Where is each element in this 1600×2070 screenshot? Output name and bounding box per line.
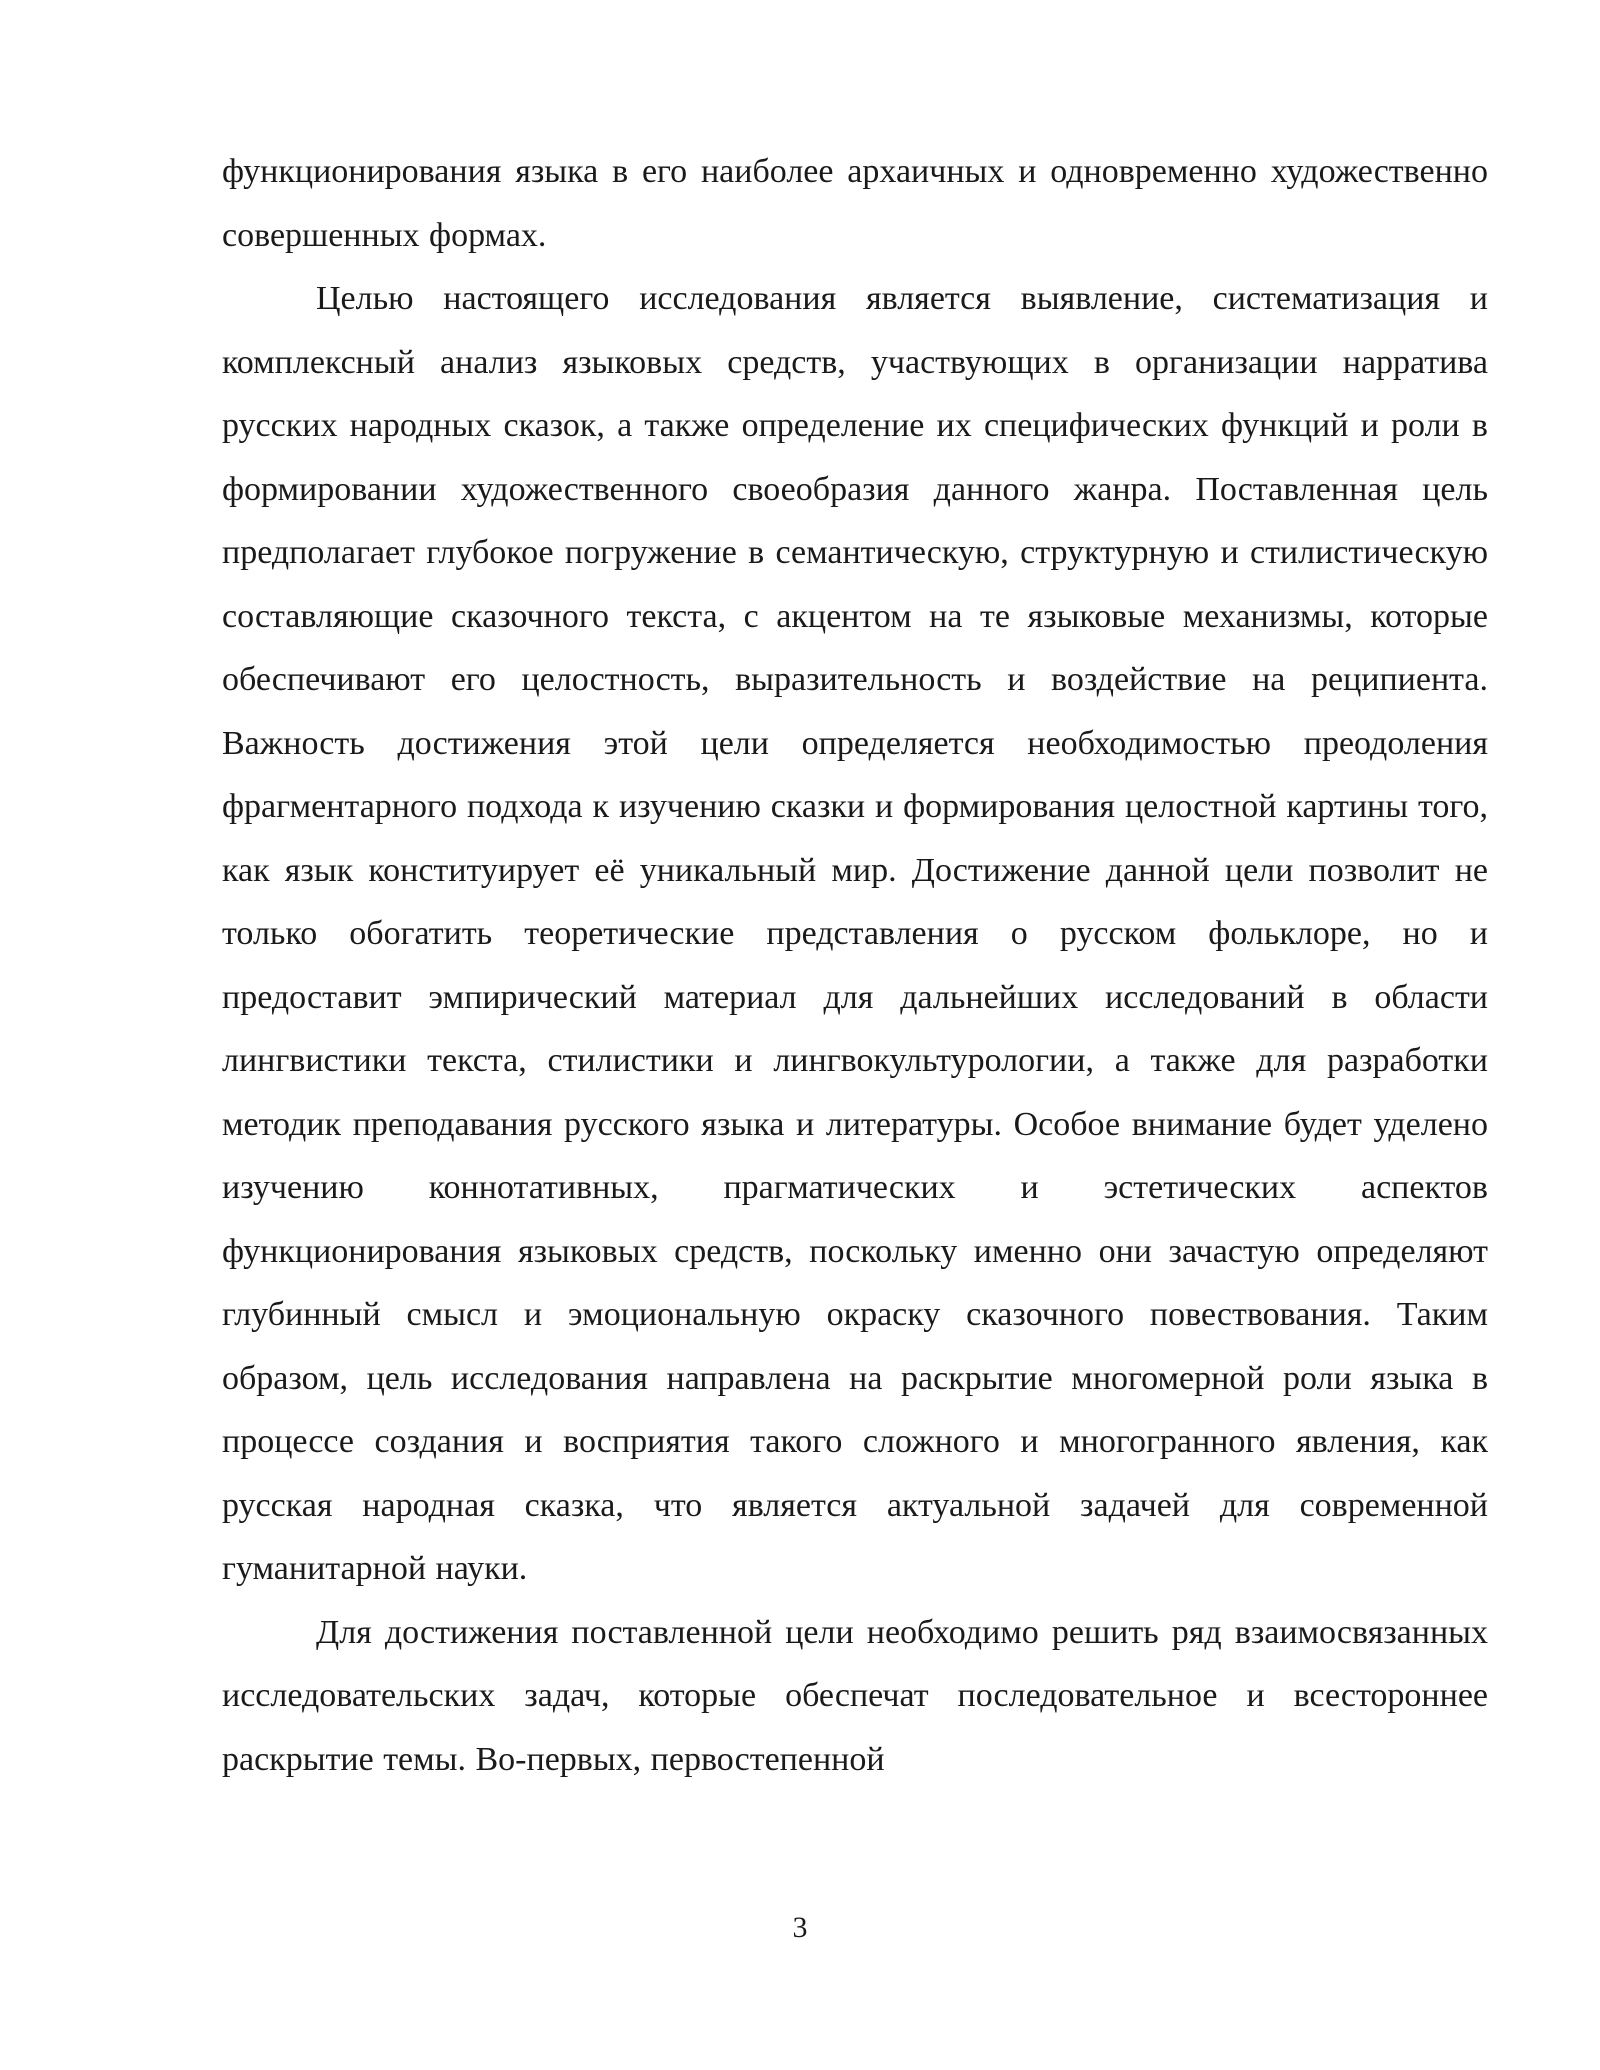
paragraph-research-goal: Целью настоящего исследования является выявление, систематизация и комплексный анализ языковых средств, участвующих в организации нарратива русских народных сказок, а также определение их специфических функций и роли в формировании художественного своеобразия данного жанра. Поставленная цель предполагает глубокое погружение в семантическую, структурную и стилистическую составляющие сказочного текста, с акцентом на те языковые механизмы, которые обеспечивают его целостность, выразительность и воздействие на реципиента. Важность достижения этой цели определяется необходимостью преодоления фрагментарного подхода к изучению сказки и формирования целостной картины того, как язык конституирует её уникальный мир. Достижение данной цели позволит не только обогатить теоретические представления о русском фольклоре, но и предоставит эмпирический материал для дальнейших исследований в области лингвистики текста, стилистики и лингвокультурологии, а также для разработки методик преподавания русского языка и литературы. Особое внимание будет уделено изучению коннотативных, прагматических и эстетических аспектов функционирования языковых средств, поскольку именно они зачастую определяют глубинный смысл и эмоциональную окраску сказочного повествования. Таким образом, цель исследования направлена на раскрытие многомерной роли языка в процессе создания и восприятия такого сложного и многогранного явления, как русская народная сказка, что является актуальной задачей для современной гуманитарной науки.: [222, 280, 1488, 1587]
body-text: [222, 140, 1488, 1791]
paragraph-research-tasks: Для достижения поставленной цели необходимо решить ряд взаимосвязанных исследовательских задач, которые обеспечат последовательное и всестороннее раскрытие темы. Во-первых, первостепенной: [222, 1613, 1488, 1778]
page-number: 3: [792, 1911, 808, 1944]
paragraph-continuation: функционирования языка в его наиболее архаичных и одновременно художественно совершенных формах.: [222, 153, 1488, 254]
